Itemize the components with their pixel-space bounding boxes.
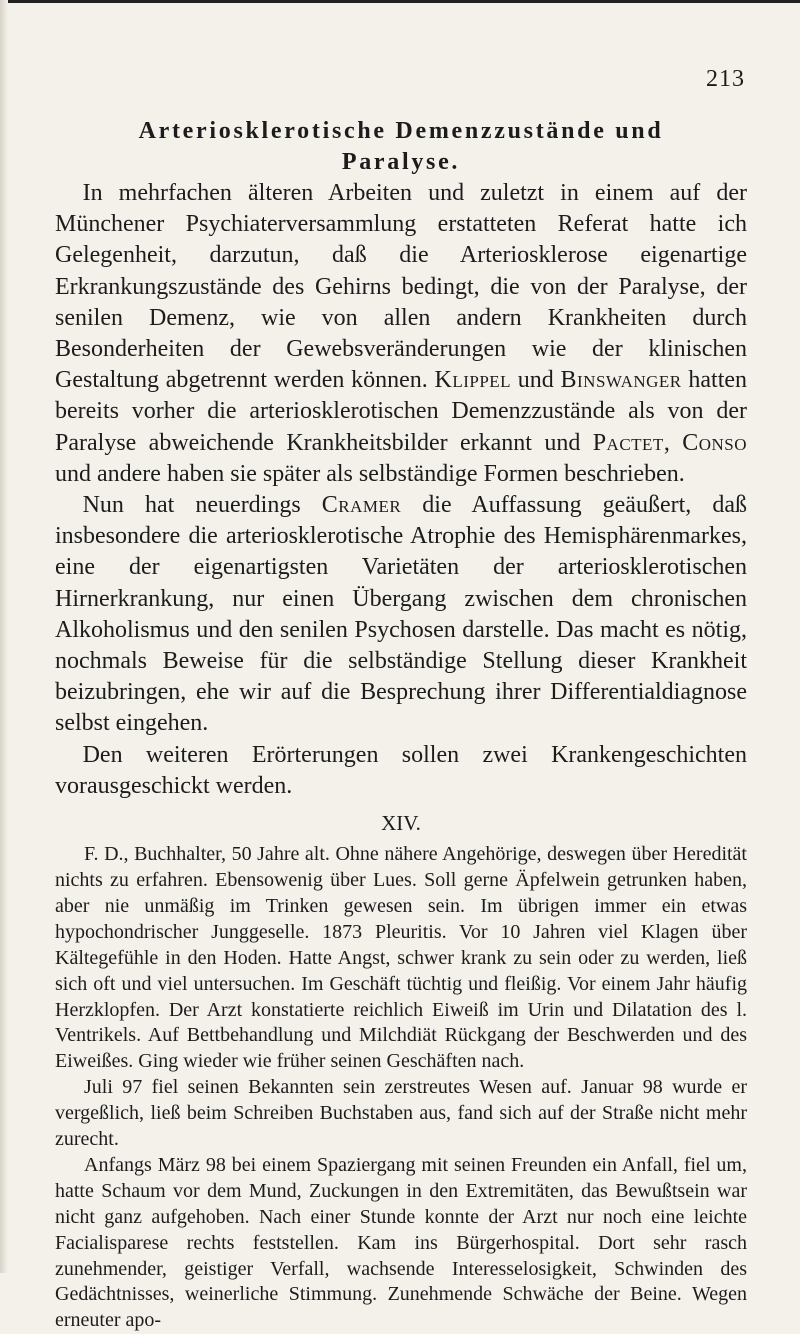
case-paragraph-3: Anfangs März 98 bei einem Spaziergang mit seinen Freunden ein Anfall, fiel um, hatte Schaum vor dem Mund, Zuckungen in den Extremitäten, das Bewußtsein war nicht ganz aufgehoben. Nach einer Stunde konnte der Arzt nur noch eine leichte Facialisparese rechts feststellen. Kam ins Bürgerhospital. Dort sehr rasch zunehmender, geistiger Verfall, wachsende Interesselosigkeit, Schwinden des Gedächtnisses, weinerliche Stimmung. Zunehmende Schwäche der Beine. Wegen erneuter apo-	[55, 1153, 747, 1332]
author-name-cramer: Cramer	[321, 492, 402, 519]
p1-text-a: In mehrfachen älteren Arbeiten und zuletzt in einem auf der Münchener Psychiaterversammlung erstatteten Referat hatte ich Gelegenheit, darzutun, daß die Arteriosklerose eigenartige Erkrankungszustände des Gehirns bedingt, die von der Paralyse, der senilen Demenz, wie von allen andern Krankheiten durch Besonderheiten der Gewebsveränderungen wie der klinischen Gestaltung abgetrennt werden können.	[55, 180, 747, 394]
author-name-klippel: Klippel	[434, 367, 512, 394]
p1-text-b: und	[511, 367, 561, 394]
section-heading	[55, 116, 747, 178]
case-number: XIV.	[381, 811, 421, 836]
main-text	[55, 178, 747, 802]
heading-line-1: Arteriosklerotische Demenzzustände und	[138, 118, 664, 144]
top-edge-line	[0, 0, 800, 3]
p1-text-e: und andere haben sie später als selbständige Formen beschrieben.	[55, 460, 685, 487]
page-spine-shadow	[0, 0, 8, 1273]
body-text	[55, 116, 747, 1334]
paragraph-1	[55, 178, 747, 490]
author-name-conso: Conso	[682, 429, 747, 456]
p1-text-d: ,	[663, 429, 683, 456]
heading-line-2: Paralyse.	[341, 149, 461, 175]
paragraph-2	[55, 490, 747, 740]
p1-text-c: hatten bereits vorher die arteriosklerotischen Demenzzustände als von der Paralyse abweichende Krankheitsbilder erkannt und	[55, 367, 748, 456]
author-name-binswanger: Binswanger	[560, 367, 682, 394]
case-paragraph-1: F. D., Buchhalter, 50 Jahre alt. Ohne nähere Angehörige, deswegen über Heredität nichts zu erfahren. Ebensowenig über Lues. Soll gerne Äpfelwein getrunken haben, aber nie unmäßig im Trinken gewesen sein. Im übrigen immer ein etwas hypochondrischer Junggeselle. 1873 Pleuritis. Vor 10 Jahren viel Klagen über Kältegefühle in den Hoden. Hatte Angst, schwer krank zu sein oder zu werden, ließ sich oft und viel untersuchen. Im Geschäft tüchtig und fleißig. Vor einem Jahr häufig Herzklopfen. Der Arzt konstatierte reichlich Eiweiß im Urin und Dilatation des l. Ventrikels. Auf Bettbehandlung und Milchdiät Rückgang der Beschwerden und des Eiweißes. Ging wieder wie früher seinen Geschäften nach.	[55, 843, 747, 1073]
case-paragraph-2: Juli 97 fiel seinen Bekannten sein zerstreutes Wesen auf. Januar 98 wurde er vergeßlich, ließ beim Schreiben Buchstaben aus, fand sich auf der Straße nicht mehr zurecht.	[55, 1076, 747, 1151]
p2-text-a: Nun hat neuerdings	[82, 492, 322, 519]
page-number: 213	[706, 66, 745, 92]
paragraph-3: Den weiteren Erörterungen sollen zwei Krankengeschichten vorausgeschickt werden.	[55, 741, 747, 799]
author-name-pactet: Pactet	[592, 429, 664, 456]
p2-text-b: die Auffassung geäußert, daß insbesondere die arteriosklerotische Atrophie des Hemisphärenmarkes, eine der eigenartigsten Varietäten der arteriosklerotischen Hirnerkrankung, nur einen Übergang zwischen dem chronischen Alkoholismus und den senilen Psychosen darstelle. Das macht es nötig, nochmals Beweise für die selbständige Stellung dieser Krankheit beizubringen, ehe wir auf die Besprechung ihrer Differentialdiagnose selbst eingehen.	[55, 492, 747, 737]
case-history	[55, 842, 747, 1334]
